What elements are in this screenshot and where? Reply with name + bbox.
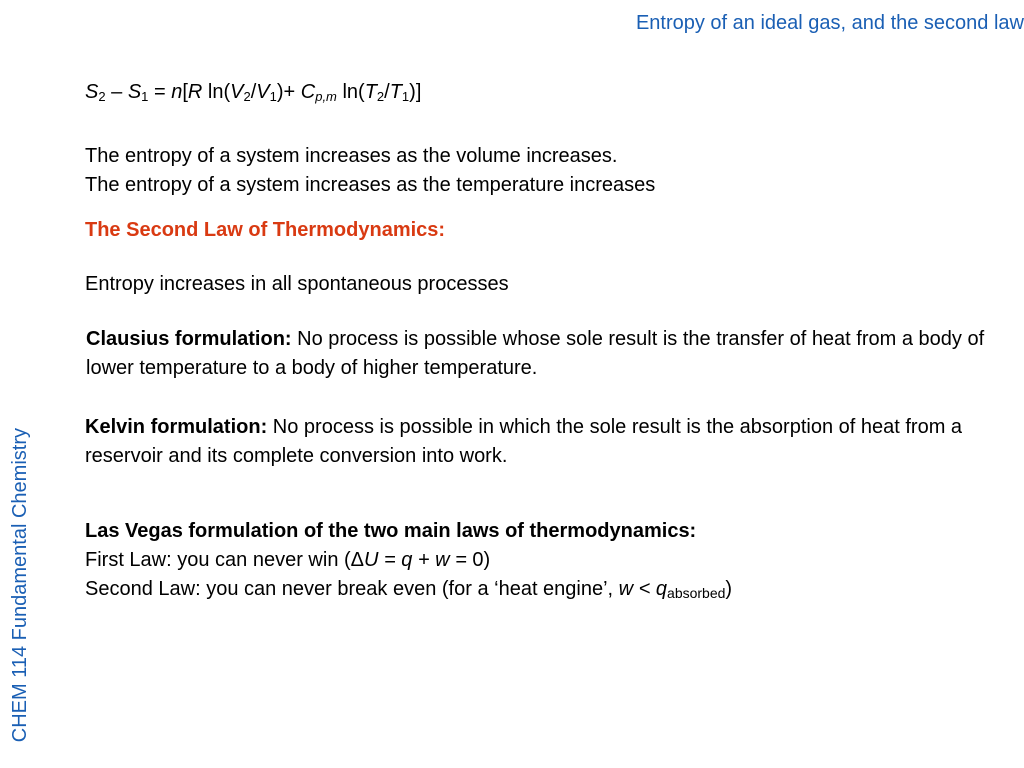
eq-bracket-open: [ <box>182 81 188 103</box>
first-law-prefix: First Law: you can never win (Δ <box>85 549 365 571</box>
eq-minus: – <box>105 81 128 103</box>
eq-n: n <box>171 81 183 103</box>
course-side-label: CHEM 114 Fundamental Chemistry <box>9 428 31 743</box>
eq-close: )] <box>409 81 422 103</box>
eq-sub-2: 2 <box>98 89 106 104</box>
clausius-text: No process is possible whose sole result is the transfer of heat from a body of lower temperature to a body of higher temperature. <box>86 328 985 379</box>
eq-paren-plus: )+ <box>276 81 301 103</box>
eq-v-sub-2: 2 <box>243 89 251 104</box>
eq-v1: V <box>256 81 270 103</box>
kelvin-text: No process is possible in which the sole result is the absorption of heat from a reservoir and its complete conversion into work. <box>85 416 963 467</box>
second-law-line <box>85 575 732 604</box>
second-law-heading: The Second Law of Thermodynamics: <box>85 219 446 241</box>
second-law-equation: w < q <box>618 578 668 600</box>
eq-slash-1: / <box>250 81 257 103</box>
eq-sub-1: 1 <box>141 89 149 104</box>
eq-slash-2: / <box>384 81 390 103</box>
kelvin-label: Kelvin formulation: <box>85 416 268 438</box>
eq-v2: V <box>230 81 244 103</box>
eq-t1: T <box>389 81 402 103</box>
eq-cpm-sub: p,m <box>315 89 337 104</box>
volume-statement: The entropy of a system increases as the volume increases. <box>85 145 618 167</box>
clausius-formulation <box>86 325 986 383</box>
clausius-label: Clausius formulation: <box>86 328 292 350</box>
eq-v-sub-1: 1 <box>269 89 277 104</box>
eq-s1: S <box>127 81 142 103</box>
entropy-statements <box>85 142 655 200</box>
entropy-increase-statement: Entropy increases in all spontaneous processes <box>85 273 509 295</box>
kelvin-formulation <box>85 413 1005 471</box>
eq-c: C <box>300 81 316 103</box>
eq-t-sub-1: 1 <box>401 89 410 104</box>
eq-ln-1: ln( <box>202 81 231 103</box>
eq-ln-2: ln( <box>336 81 365 103</box>
second-law-close: ) <box>725 578 733 600</box>
first-law-equation: U = q + w = <box>364 549 473 571</box>
eq-r: R <box>187 81 203 103</box>
slide-title: Entropy of an ideal gas, and the second law <box>635 12 1024 34</box>
first-law-zero: 0) <box>472 549 491 571</box>
eq-t2: T <box>364 81 377 103</box>
entropy-equation <box>85 78 421 107</box>
las-vegas-formulation <box>85 517 732 604</box>
eq-equals: = <box>148 81 172 103</box>
vegas-heading: Las Vegas formulation of the two main laws of thermodynamics: <box>85 520 697 542</box>
eq-t-sub-2: 2 <box>376 89 385 104</box>
absorbed-subscript: absorbed <box>667 585 726 601</box>
second-law-prefix: Second Law: you can never break even (for a ‘heat engine’, <box>85 578 619 600</box>
eq-s2: S <box>85 81 99 103</box>
temperature-statement: The entropy of a system increases as the temperature increases <box>85 174 656 196</box>
first-law-line <box>85 546 732 575</box>
